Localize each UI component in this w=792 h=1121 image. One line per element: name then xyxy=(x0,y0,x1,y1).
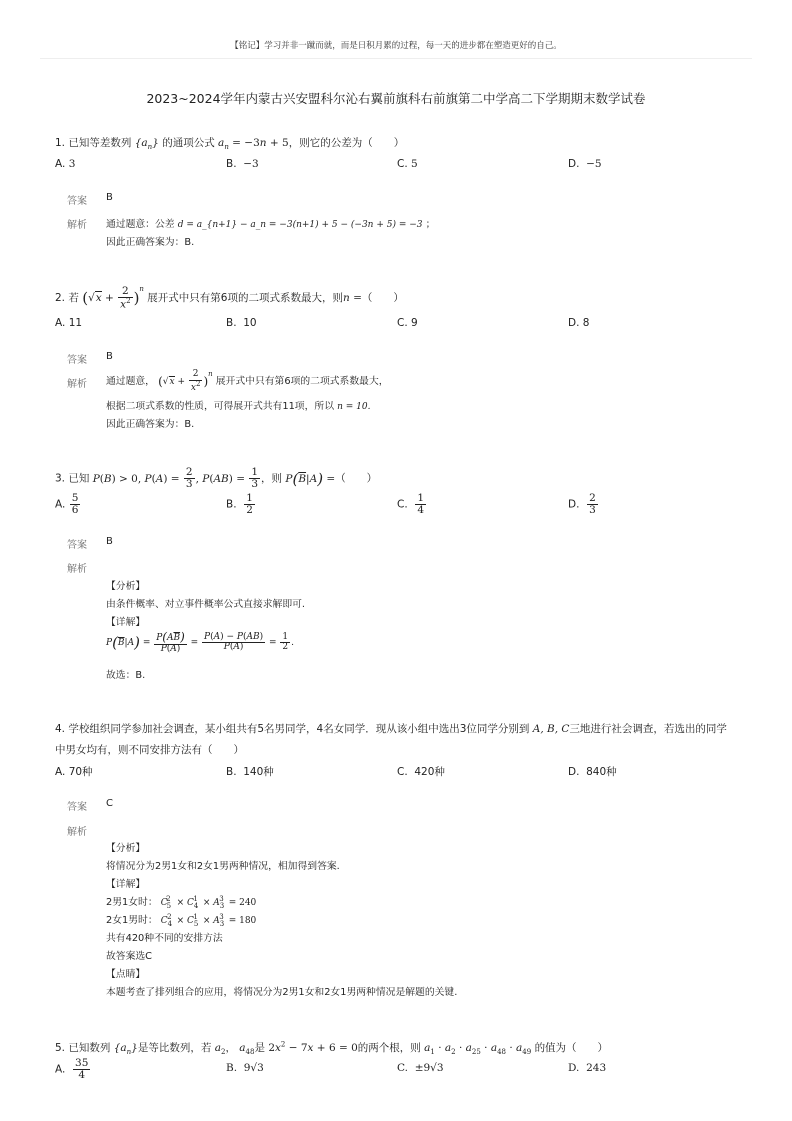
q3-detail-heading: 【详解】 xyxy=(106,617,146,628)
q4-choose: 故答案选C xyxy=(106,951,153,962)
q3-final: 故选：B. xyxy=(106,670,146,681)
header-divider xyxy=(40,58,752,59)
q2-explanation-line-3: 因此正确答案为：B. xyxy=(106,419,195,430)
q1-answer-label: 答案 xyxy=(67,196,87,207)
q4-total: 共有420种不同的安排方法 xyxy=(106,933,223,944)
q1-answer: B xyxy=(106,192,113,203)
q4-option-b[interactable]: B. 140种 xyxy=(226,766,274,778)
question-3-stem: 3. 已知 P(B) > 0, P(A) = $\frac{2}{3}$ , P(AB) = $\frac{1}{3}$ ，则 $P(\overline{B}|A)$ =（ ） xyxy=(55,466,378,491)
q1-formula-math: $a_n = -3n + 5$ xyxy=(218,137,289,152)
q4-option-a[interactable]: A. 70种 xyxy=(55,766,93,778)
question-1-stem: 1. 已知等差数列 $\{a_n\}$ 的通项公式 $a_n = -3n + 5$，则它的公差为（ ） xyxy=(55,137,405,152)
q2-option-b[interactable]: B. 10 xyxy=(226,317,257,329)
header-note: 【铭记】学习并非一蹴而就，而是日积月累的过程，每一天的进步都在塑造更好的自己。 xyxy=(230,41,562,51)
q3-answer-label: 答案 xyxy=(67,540,87,551)
q2-option-a[interactable]: A. 11 xyxy=(55,317,83,329)
q4-answer-label: 答案 xyxy=(67,802,87,813)
q3-analysis-heading: 【分析】 xyxy=(106,581,146,592)
q4-comment-text: 本题考查了排列组合的应用，将情况分为2男1女和2女1男两种情况是解题的关键. xyxy=(106,987,458,998)
q4-comment-heading: 【点睛】 xyxy=(106,969,146,980)
q2-explanation-line-1: 通过题意， (√x + $\frac{2}{x^2}$ )$^n$ 展开式中只有第6项的二项式系数最大， xyxy=(106,369,389,393)
q1-common-difference-formula: d = a_{n+1} − a_n = −3(n+1) + 5 − (−3n + 5) = −3 xyxy=(177,220,423,230)
q4-option-d[interactable]: D. 840种 xyxy=(568,766,617,778)
q2-analysis-label: 解析 xyxy=(67,379,87,390)
q5-quadratic-equation: $2x^2 - 7x + 6 = 0$ xyxy=(268,1040,358,1054)
q1-explanation-line-1: 通过题意：公差 d = a_{n+1} − a_n = −3(n+1) + 5 − (−3n + 5) = −3 ； xyxy=(106,219,436,230)
q3-analysis-text: 由条件概率、对立事件概率公式直接求解即可. xyxy=(106,599,306,610)
q4-analysis-heading: 【分析】 xyxy=(106,843,146,854)
q3-option-d[interactable]: D. $\frac{2}{3}$ xyxy=(568,492,596,517)
q4-answer: C xyxy=(106,798,113,809)
q1-explanation-line-2: 因此正确答案为：B. xyxy=(106,237,195,248)
q5-option-c[interactable]: C. ±9√3 xyxy=(397,1062,444,1074)
q2-answer: B xyxy=(106,351,113,362)
q1-option-d[interactable]: D. −5 xyxy=(568,158,602,170)
page-title: 2023~2024学年内蒙古兴安盟科尔沁右翼前旗科右前旗第二中学高二下学期期末数学试卷 xyxy=(146,91,646,106)
q2-option-d[interactable]: D. 8 xyxy=(568,317,590,329)
q2-explanation-line-2: 根据二项式系数的性质，可得展开式共有11项，所以 n = 10. xyxy=(106,401,371,412)
q3-given-conditions: P(B) > 0, P(A) = $\frac{2}{3}$ , P(AB) = $\frac{1}{3}$ xyxy=(92,466,259,491)
q4-case-1: 2男1女时： $C_5^2 \times C_4^1 \times A_3^3 = 240$ xyxy=(106,895,257,910)
q1-analysis-label: 解析 xyxy=(67,220,87,231)
q3-option-b[interactable]: B. $\frac{1}{2}$ xyxy=(226,492,253,517)
q3-option-a[interactable]: A. $\frac{5}{6}$ xyxy=(55,492,79,517)
q1-option-c[interactable]: C. 5 xyxy=(397,158,418,170)
question-4-stem-line-2: 中男女均有，则不同安排方法有（ ） xyxy=(55,744,244,756)
q2-binomial-expression: (√x + $\frac{2}{x^2}$ )$^n$ xyxy=(82,284,144,311)
q5-option-a[interactable]: A. $\frac{35}{4}$ xyxy=(55,1057,89,1082)
q4-case-2: 2女1男时： $C_4^2 \times C_5^1 \times A_3^3 = 180$ xyxy=(106,913,257,928)
q4-analysis-label: 解析 xyxy=(67,827,87,838)
q5-option-d[interactable]: D. 243 xyxy=(568,1062,607,1074)
q3-option-c[interactable]: C. $\frac{1}{4}$ xyxy=(397,492,425,517)
q5-option-b[interactable]: B. 9√3 xyxy=(226,1062,264,1074)
q3-solution-formula: $P(\overline{B}|A)$ = $\frac{P(A\overline{B})}{P(A)}$ = $\frac{P(A) - P(AB)}{P(A)}$ = $\frac{1}{2}$ . xyxy=(106,630,294,654)
question-4-stem-line-1: 4. 学校组织同学参加社会调查，某小组共有5名男同学，4名女同学．现从该小组中选出3位同学分别到 A, B, C三地进行社会调查，若选出的同学 xyxy=(55,723,727,735)
q2-answer-label: 答案 xyxy=(67,355,87,366)
q3-analysis-label: 解析 xyxy=(67,564,87,575)
q4-option-c[interactable]: C. 420种 xyxy=(397,766,445,778)
q3-answer: B xyxy=(106,536,113,547)
question-2-stem: 2. 若 (√x + $\frac{2}{x^2}$ )$^n$ 展开式中只有第6项的二项式系数最大，则n =（ ） xyxy=(55,284,404,311)
q4-detail-heading: 【详解】 xyxy=(106,879,146,890)
q4-analysis-text: 将情况分为2男1女和2女1男两种情况，相加得到答案. xyxy=(106,861,340,872)
q1-option-b[interactable]: B. −3 xyxy=(226,158,259,170)
q5-product-expression: $a_1 \cdot a_2 \cdot a_{25} \cdot a_{48} \cdot a_{49}$ xyxy=(424,1042,532,1057)
question-5-stem: 5. 已知数列 $\{a_n\}$是等比数列，若 $a_2$， $a_{48}$是 $2x^2 - 7x + 6 = 0$的两个根，则 $a_1 \cdot a_2 \cdot a_{25} \cdot a_{48} \cdot a_{49}$ 的值为（ ） xyxy=(55,1040,609,1057)
q2-option-c[interactable]: C. 9 xyxy=(397,317,418,329)
q1-sequence-math: $\{a_n\}$ xyxy=(134,137,159,152)
q3-target-probability: $P(\overline{B}|A)$ = xyxy=(285,469,336,488)
q1-option-a[interactable]: A. 3 xyxy=(55,158,76,170)
